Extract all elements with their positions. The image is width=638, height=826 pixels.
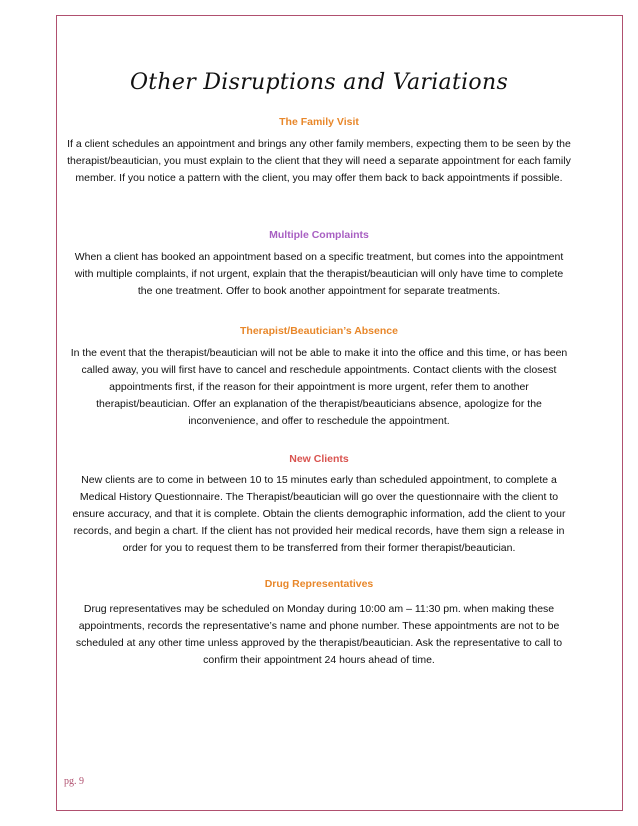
heading-drug-representatives: Drug Representatives <box>264 578 374 590</box>
body-therapist-absence: In the event that the therapist/beautician will not be able to make it into the office and this time, or has been called away, you will first have to cancel and reschedule appointments. Contact clients with the closest appointments first, if the reason for their appointment is more urgent, refer them to another therapist/beautician. Offer an explanation of the therapist/beauticians absence, apologize for the inconvenience, and offer to reschedule the appointment. <box>70 347 568 427</box>
page-number: pg. 9 <box>64 776 84 787</box>
body-drug-representatives: Drug representatives may be scheduled on Monday during 10:00 am – 11:30 pm. when making these appointments, records the representative’s name and phone number. These appointments are not to be scheduled at any other time unless approved by the therapist/beautician. Ask the representative to call to confirm their appointment 24 hours ahead of time. <box>75 603 563 666</box>
page-title: Other Disruptions and Variations <box>129 70 509 95</box>
heading-therapist-absence: Therapist/Beautician’s Absence <box>240 325 398 337</box>
body-family-visit: If a client schedules an appointment and brings any other family members, expecting them to be seen by the therapist/beautician, you must explain to the client that they will need a separate appointment for each family member. If you notice a pattern with the client, you may offer them back to back appointments if possible. <box>67 138 571 184</box>
heading-multiple-complaints: Multiple Complaints <box>269 229 369 241</box>
heading-family-visit: The Family Visit <box>279 116 359 128</box>
body-multiple-complaints: When a client has booked an appointment based on a specific treatment, but comes into the appointment with multiple complaints, if not urgent, explain that the therapist/beautician will only have time to complete the one treatment. Offer to book another appointment for separate treatments. <box>74 251 564 297</box>
heading-new-clients: New Clients <box>289 453 349 465</box>
body-new-clients: New clients are to come in between 10 to 15 minutes early than scheduled appointment, to complete a Medical History Questionnaire. The Therapist/beautician will go over the questionnaire with the client to ensure accuracy, and that it is complete. Obtain the clients demographic information, add the client to your records, and begin a chart. If the client has not provided heir medical records, have them sign a release in order for you to request them to be transferred from their former therapist/beautician. <box>72 474 566 554</box>
